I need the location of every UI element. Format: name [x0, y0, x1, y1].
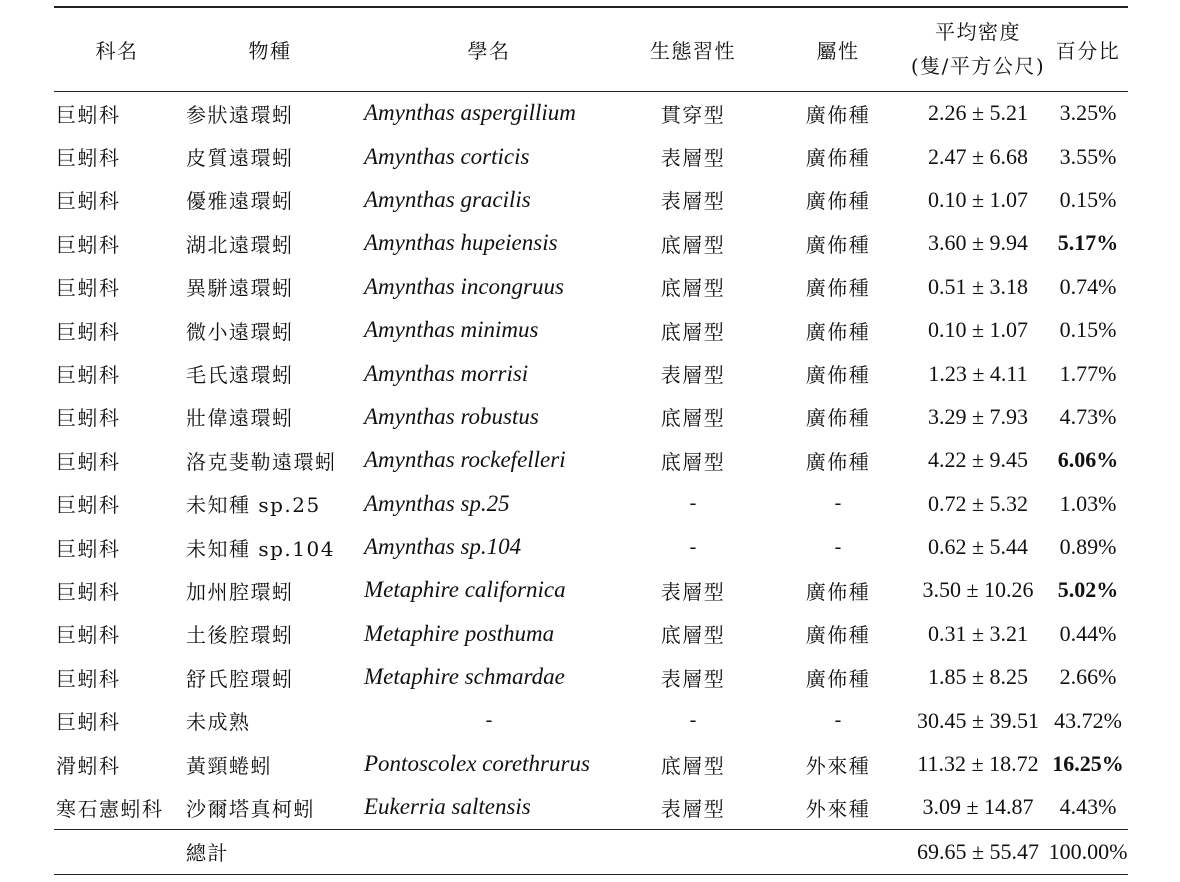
header-family: 科名: [95, 38, 139, 63]
species-cell: 舒氏腔環蚓: [186, 666, 294, 691]
ecology-cell: 底層型: [660, 406, 726, 431]
density-cell: 30.45 ± 39.51: [916, 707, 1040, 733]
attribute-cell: -: [834, 709, 842, 732]
ecology-cell: -: [689, 709, 697, 732]
attribute-cell: 廣佈種: [805, 449, 871, 474]
attribute-cell: -: [834, 535, 842, 558]
attribute-cell: 外來種: [805, 753, 871, 778]
scientific-name-cell: Metaphire posthuma: [364, 620, 555, 646]
attribute-cell: 廣佈種: [805, 623, 871, 648]
species-cell: 微小遠環蚓: [186, 319, 294, 344]
earthworm-density-table: [54, 6, 1128, 875]
scientific-name-cell: Eukerria saltensis: [364, 794, 531, 820]
scientific-name-cell: Pontoscolex corethrurus: [364, 751, 590, 777]
family-cell: 巨蚓科: [56, 623, 121, 648]
scientific-name-cell: Amynthas corticis: [364, 143, 530, 169]
ecology-cell: 表層型: [660, 363, 726, 388]
total-density: 69.65 ± 55.47: [916, 838, 1040, 864]
family-cell: 巨蚓科: [56, 579, 121, 604]
header-scientific-name: 學名: [467, 38, 511, 63]
scientific-name-cell: Amynthas minimus: [364, 317, 539, 343]
ecology-cell: 表層型: [660, 189, 726, 214]
ecology-cell: -: [689, 492, 697, 515]
family-cell: 巨蚓科: [56, 276, 121, 301]
species-cell: 加州腔環蚓: [186, 579, 294, 604]
table-row: [54, 786, 1128, 829]
ecology-cell: 表層型: [660, 666, 726, 691]
header-density: [908, 15, 1048, 83]
table-row: [54, 395, 1128, 438]
header-attribute: 屬性: [816, 38, 860, 63]
family-cell: 巨蚓科: [56, 493, 121, 518]
attribute-cell: -: [834, 492, 842, 515]
species-cell: 未知種 sp.25: [186, 493, 321, 518]
percent-cell: 43.72%: [1054, 707, 1122, 733]
total-percent: 100.00%: [1048, 838, 1128, 864]
table-row: [54, 265, 1128, 308]
density-cell: 11.32 ± 18.72: [917, 751, 1039, 777]
scientific-name-cell: Amynthas aspergillium: [364, 100, 576, 126]
percent-cell: 5.17%: [1057, 230, 1119, 256]
density-cell: 1.23 ± 4.11: [928, 360, 1028, 386]
density-cell: 1.85 ± 8.25: [927, 664, 1029, 690]
ecology-cell: 貫穿型: [660, 102, 726, 127]
scientific-name-cell: Amynthas morrisi: [364, 360, 529, 386]
percent-cell: 0.74%: [1059, 273, 1117, 299]
family-cell: 巨蚓科: [56, 363, 121, 388]
table-row: [54, 308, 1128, 351]
species-cell: 未知種 sp.104: [186, 536, 335, 561]
percent-cell: 1.03%: [1059, 490, 1117, 516]
percent-cell: 16.25%: [1052, 751, 1124, 777]
family-cell: 滑蚓科: [56, 753, 121, 778]
table-row: [54, 482, 1128, 525]
table-row: [54, 135, 1128, 178]
ecology-cell: 底層型: [660, 449, 726, 474]
species-cell: 皮質遠環蚓: [186, 146, 294, 171]
percent-cell: 6.06%: [1057, 447, 1119, 473]
table-row: [54, 656, 1128, 699]
table-row: [54, 612, 1128, 655]
density-cell: 0.72 ± 5.32: [927, 490, 1029, 516]
total-label: 總計: [186, 841, 229, 866]
scientific-name-cell: Amynthas incongruus: [364, 273, 564, 299]
ecology-cell: 表層型: [660, 146, 726, 171]
scientific-name-cell: Amynthas sp.104: [364, 534, 522, 560]
attribute-cell: 廣佈種: [805, 232, 871, 257]
ecology-cell: 底層型: [660, 276, 726, 301]
scientific-name-cell: Amynthas rockefelleri: [364, 447, 566, 473]
percent-cell: 3.55%: [1059, 143, 1117, 169]
percent-cell: 0.15%: [1059, 317, 1117, 343]
percent-cell: 1.77%: [1059, 360, 1117, 386]
species-cell: 土後腔環蚓: [186, 623, 294, 648]
density-cell: 0.10 ± 1.07: [927, 317, 1029, 343]
scientific-name-cell: Amynthas robustus: [364, 403, 539, 429]
scientific-name-cell: Metaphire californica: [364, 577, 566, 603]
density-cell: 3.50 ± 10.26: [922, 577, 1034, 603]
species-cell: 湖北遠環蚓: [186, 232, 294, 257]
table-row: [54, 178, 1128, 221]
percent-cell: 3.25%: [1059, 100, 1117, 126]
family-cell: 巨蚓科: [56, 189, 121, 214]
density-cell: 3.29 ± 7.93: [927, 403, 1029, 429]
family-cell: 巨蚓科: [56, 232, 121, 257]
family-cell: 巨蚓科: [56, 319, 121, 344]
species-cell: 毛氏遠環蚓: [186, 363, 294, 388]
density-cell: 2.47 ± 6.68: [927, 143, 1029, 169]
species-cell: 異駢遠環蚓: [186, 276, 294, 301]
density-cell: 3.09 ± 14.87: [922, 794, 1034, 820]
table-row: [54, 439, 1128, 482]
attribute-cell: 廣佈種: [805, 102, 871, 127]
family-cell: 巨蚓科: [56, 710, 121, 735]
family-cell: 巨蚓科: [56, 146, 121, 171]
ecology-cell: 表層型: [660, 796, 726, 821]
ecology-cell: 底層型: [660, 753, 726, 778]
scientific-name-cell: Amynthas sp.25: [364, 490, 510, 516]
table-row: [54, 699, 1128, 742]
bottom-rule: [54, 874, 1128, 875]
table-row: [54, 222, 1128, 265]
percent-cell: 4.43%: [1059, 794, 1117, 820]
header-ecology: 生態習性: [650, 38, 736, 63]
ecology-cell: 底層型: [660, 232, 726, 257]
species-cell: 壯偉遠環蚓: [186, 406, 294, 431]
attribute-cell: 廣佈種: [805, 189, 871, 214]
scientific-name-cell: Amynthas gracilis: [364, 186, 531, 212]
table-row: [54, 92, 1128, 135]
attribute-cell: 廣佈種: [805, 146, 871, 171]
density-cell: 2.26 ± 5.21: [927, 100, 1029, 126]
percent-cell: 4.73%: [1059, 403, 1117, 429]
attribute-cell: 廣佈種: [805, 276, 871, 301]
species-cell: 沙爾塔真柯蚓: [186, 796, 315, 821]
table-row: [54, 352, 1128, 395]
family-cell: 巨蚓科: [56, 666, 121, 691]
ecology-cell: -: [689, 535, 697, 558]
species-cell: 優雅遠環蚓: [186, 189, 294, 214]
density-cell: 3.60 ± 9.94: [927, 230, 1029, 256]
scientific-name-cell: -: [485, 709, 493, 732]
family-cell: 巨蚓科: [56, 102, 121, 127]
ecology-cell: 底層型: [660, 623, 726, 648]
density-cell: 0.62 ± 5.44: [927, 534, 1029, 560]
family-cell: 巨蚓科: [56, 449, 121, 474]
ecology-cell: 表層型: [660, 579, 726, 604]
percent-cell: 5.02%: [1057, 577, 1119, 603]
scientific-name-cell: Metaphire schmardae: [364, 664, 565, 690]
header-species: 物種: [248, 38, 292, 63]
table-row: [54, 569, 1128, 612]
family-cell: 寒石憲蚓科: [56, 796, 164, 821]
density-cell: 4.22 ± 9.45: [927, 447, 1029, 473]
attribute-cell: 廣佈種: [805, 319, 871, 344]
family-cell: 巨蚓科: [56, 536, 121, 561]
header-row: [54, 8, 1128, 91]
ecology-cell: 底層型: [660, 319, 726, 344]
species-cell: 黃頸蜷蚓: [186, 753, 272, 778]
family-cell: 巨蚓科: [56, 406, 121, 431]
density-cell: 0.51 ± 3.18: [927, 273, 1029, 299]
total-row: [54, 830, 1128, 873]
attribute-cell: 廣佈種: [805, 666, 871, 691]
percent-cell: 0.15%: [1059, 186, 1117, 212]
density-cell: 0.31 ± 3.21: [927, 620, 1029, 646]
header-density-line2: (隻/平方公尺): [910, 54, 1046, 78]
attribute-cell: 廣佈種: [805, 363, 871, 388]
species-cell: 参狀遠環蚓: [186, 102, 294, 127]
attribute-cell: 外來種: [805, 796, 871, 821]
header-percent: 百分比: [1055, 38, 1121, 63]
percent-cell: 0.89%: [1059, 534, 1117, 560]
header-density-line1: 平均密度: [935, 20, 1021, 44]
scientific-name-cell: Amynthas hupeiensis: [364, 230, 558, 256]
density-cell: 0.10 ± 1.07: [927, 186, 1029, 212]
species-cell: 洛克斐勒遠環蚓: [186, 449, 337, 474]
table-row: [54, 525, 1128, 568]
attribute-cell: 廣佈種: [805, 406, 871, 431]
percent-cell: 0.44%: [1059, 620, 1117, 646]
species-cell: 未成熟: [186, 710, 251, 735]
table-body: [54, 92, 1128, 830]
attribute-cell: 廣佈種: [805, 579, 871, 604]
table-row: [54, 742, 1128, 785]
percent-cell: 2.66%: [1059, 664, 1117, 690]
